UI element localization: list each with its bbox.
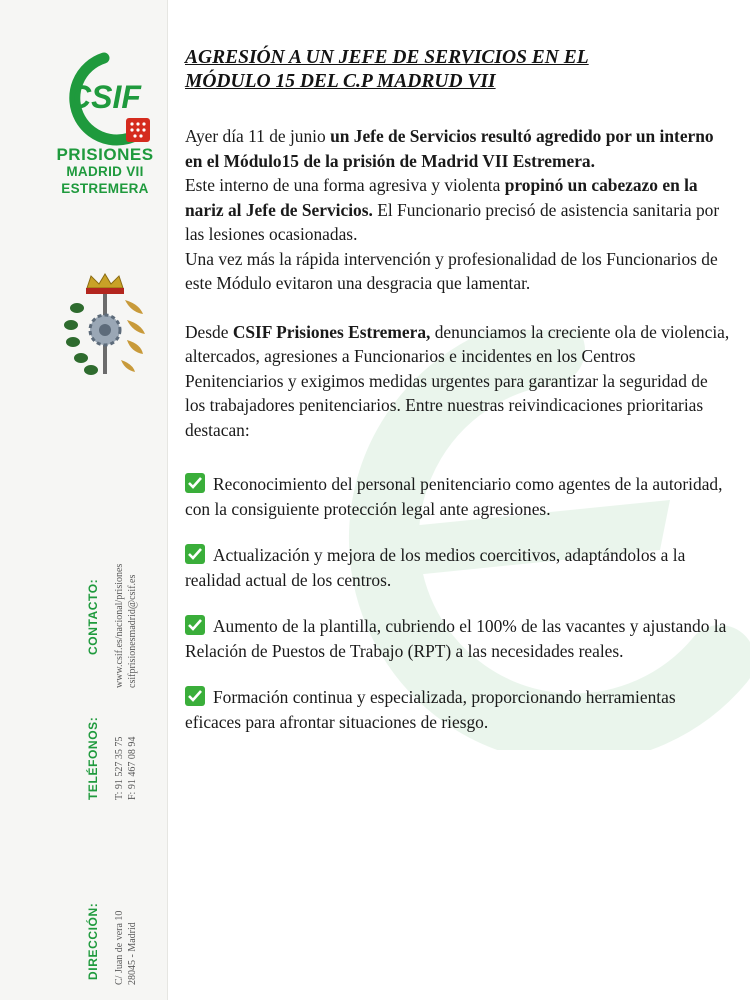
svg-text:CSIF: CSIF [68, 79, 141, 115]
list-item: Actualización y mejora de los medios coercitivos, adaptándolos a la realidad actual de los centros. [185, 545, 686, 590]
check-mark-icon [185, 686, 205, 706]
title-line-1: AGRESIÓN A UN JEFE DE SERVICIOS EN EL [185, 47, 589, 68]
org-location: MADRID VII [66, 164, 144, 179]
contacto-email: csifprisionesmadrid@csif.es [127, 574, 138, 688]
direccion-street: C/ Juan de vera 10 [114, 910, 125, 985]
org-name: PRISIONES [56, 145, 154, 164]
direccion-label: DIRECCIÓN: [86, 902, 100, 980]
check-mark-icon [185, 615, 205, 635]
fax-number: F: 91 467 08 94 [127, 736, 138, 800]
telefonos-label: TELÉFONOS: [86, 716, 100, 800]
paragraph-incident: Ayer día 11 de junio un Jefe de Servicios resultó agredido por un interno en el Módulo15 de la prisión de Madrid VII Estremera. [185, 126, 714, 171]
article [185, 46, 730, 734]
paragraph-denouncement: Desde CSIF Prisiones Estremera, denunciamos la creciente ola de violencia, altercados, agresiones a Funcionarios e incidentes en los Centros Penitenciarios y exigimos medidas urgentes para garantizar la seguridad de los trabajadores penitenciarios. Entre nuestras reivindicaciones prioritarias destacan: [185, 321, 730, 440]
paragraph-aggression: Este interno de una forma agresiva y violenta propinó un cabezazo en la nariz al Jefe de Servicios. El Funcionario precisó de asistencia sanitaria por las lesiones ocasionadas. [185, 175, 720, 244]
org-sublocation: ESTREMERA [61, 181, 149, 196]
contacto-label: CONTACTO: [86, 578, 100, 655]
list-item: Formación continua y especializada, proporcionando herramientas eficaces para afrontar situaciones de riesgo. [185, 687, 676, 732]
title-line-2: MÓDULO 15 DEL C.P MADRUD VII [185, 71, 496, 92]
article-title [185, 46, 730, 94]
telefono-number: T: 91 527 35 75 [114, 736, 125, 800]
sidebar [0, 0, 168, 1000]
contacto-web: www.csif.es/nacional/prisiones [114, 563, 125, 688]
list-item: Aumento de la plantilla, cubriendo el 100% de las vacantes y ajustando la Relación de Puestos de Trabajo (RPT) a las necesidades reales. [185, 616, 727, 661]
check-mark-icon [185, 544, 205, 564]
prison-emblem-icon [55, 270, 155, 390]
check-mark-icon [185, 473, 205, 493]
list-item: Reconocimiento del personal penitenciario como agentes de la autoridad, con la consiguiente protección legal ante agresiones. [185, 474, 723, 519]
csif-logo [48, 52, 168, 147]
paragraph-intervention: Una vez más la rápida intervención y profesionalidad de los Funcionarios de este Módulo evitaron una desgracia que lamentar. [185, 248, 718, 293]
direccion-city: 28045 - Madrid [127, 922, 138, 985]
demands-list [185, 472, 730, 734]
